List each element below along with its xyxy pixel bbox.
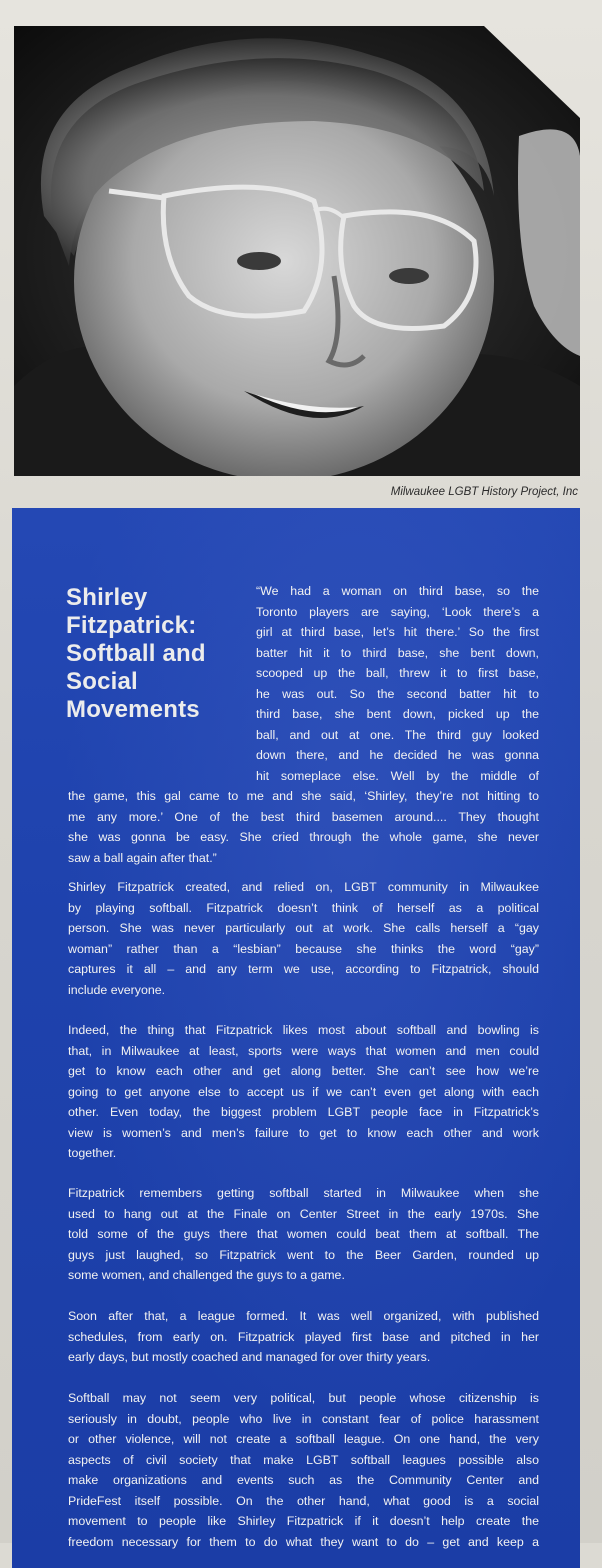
paragraph-politics <box>68 1388 539 1552</box>
title-line: Movements <box>66 696 200 723</box>
paragraph-line: other. Even today, the biggest problem LGBT people face in Fitzpatrick’s <box>68 1105 539 1119</box>
paragraph-line: Softball may not seem very political, but people whose citizenship is <box>68 1391 539 1405</box>
quote-line: down there, and he decided he was gonna <box>256 748 539 762</box>
quote-line: she was gonna be easy. She cried through the whole game, she never <box>68 830 539 844</box>
paragraph-line: together. <box>68 1146 117 1160</box>
paragraph-line: seriously in doubt, people who live in constant fear of police harassment <box>68 1411 539 1426</box>
paragraph-line: that, in Milwaukee at least, sports were ways that women and men could <box>68 1043 539 1058</box>
paragraph-line: PrideFest itself possible. On the other hand, what good is a social <box>68 1493 539 1508</box>
quote-line: batter hit it to third base, she bent down, <box>256 645 539 660</box>
quote-line: me any more.’ One of the best third basemen around.... They thought <box>68 809 539 824</box>
quote-line: Toronto players are saying, ‘Look there’s a <box>256 604 539 619</box>
paragraph-line: movement to people like Shirley Fitzpatrick if it doesn’t help create the <box>68 1514 539 1528</box>
paragraph-line: include everyone. <box>68 982 166 997</box>
panel-title <box>66 584 246 724</box>
paragraph-line: early days, but mostly coached and managed for over thirty years. <box>68 1350 431 1364</box>
paragraph-line: view is women’s and men’s failure to get to know each other and work <box>68 1125 539 1140</box>
paragraph-line: woman” rather than a “lesbian” because she thinks the word “gay” <box>68 941 539 956</box>
paragraph-line: get to know each other and get along better. She can’t see how we’re <box>68 1064 539 1078</box>
paragraph-line: Fitzpatrick remembers getting softball started in Milwaukee when she <box>68 1186 539 1200</box>
paragraph-line: by playing softball. Fitzpatrick doesn’t think of herself as a political <box>68 900 539 915</box>
paragraph-line: guys just laughed, so Fitzpatrick went to the Beer Garden, rounded up <box>68 1247 539 1262</box>
quote-line: third base, she bent down, picked up the <box>256 707 539 721</box>
quote-top <box>256 581 539 786</box>
quote-line: saw a ball again after that.” <box>68 850 217 865</box>
paragraph-line: or other violence, will not create a softball league. On one hand, the very <box>68 1432 539 1446</box>
paragraph-origins <box>68 1183 539 1286</box>
portrait-photo <box>14 26 580 476</box>
paragraph-line: make organizations and events such as the Community Center and <box>68 1473 539 1487</box>
quote-line: girl at third base, let’s hit there.’ So the first <box>256 625 539 639</box>
paragraph-league <box>68 1306 539 1368</box>
quote-line: ball, and out at one. The third guy looked <box>256 727 539 742</box>
paragraph-line: Indeed, the thing that Fitzpatrick likes most about softball and bowling is <box>68 1023 539 1037</box>
paragraph-line: person. She was never particularly out at work. She calls herself a “gay <box>68 921 539 935</box>
paragraph-line: freedom necessary for them to do what they want to do – get and keep a <box>68 1534 539 1549</box>
paragraph-line: told some of the guys there that women could beat them at softball. The <box>68 1227 539 1241</box>
title-line: Social <box>66 668 138 695</box>
paragraph-line: Soon after that, a league formed. It was well organized, with published <box>68 1309 539 1323</box>
paragraph-line: some women, and challenged the guys to a game. <box>68 1268 345 1282</box>
quote-line: hit someplace else. Well by the middle of <box>256 768 539 783</box>
paragraph-line: going to get anyone else to accept us if we can’t even get along with each <box>68 1084 539 1099</box>
title-line: Softball and <box>66 640 206 667</box>
quote-line: the game, this gal came to me and she said, ‘Shirley, they’re not hitting to <box>68 789 539 803</box>
photo-credit: Milwaukee LGBT History Project, Inc <box>390 486 578 498</box>
paragraph-line: used to hang out at the Finale on Center Street in the early 1970s. She <box>68 1206 539 1221</box>
paragraph-community <box>68 877 539 1000</box>
quote-bottom <box>68 786 539 868</box>
quote-line: “We had a woman on third base, so the <box>256 584 539 598</box>
quote-line: he was out. So the second batter hit to <box>256 686 539 701</box>
paragraph-sports <box>68 1020 539 1164</box>
paragraph-line: captures it all – and any term we use, according to Fitzpatrick, should <box>68 962 539 976</box>
paragraph-line: aspects of civil society that make LGBT softball leagues possible also <box>68 1452 539 1467</box>
title-line: Shirley <box>66 584 148 611</box>
quote-line: scooped up the ball, threw it to first base, <box>256 666 539 680</box>
text-panel <box>12 508 580 1568</box>
title-line: Fitzpatrick: <box>66 612 197 639</box>
paragraph-line: Shirley Fitzpatrick created, and relied on, LGBT community in Milwaukee <box>68 880 539 894</box>
paragraph-line: schedules, from early on. Fitzpatrick played first base and pitched in her <box>68 1329 539 1344</box>
